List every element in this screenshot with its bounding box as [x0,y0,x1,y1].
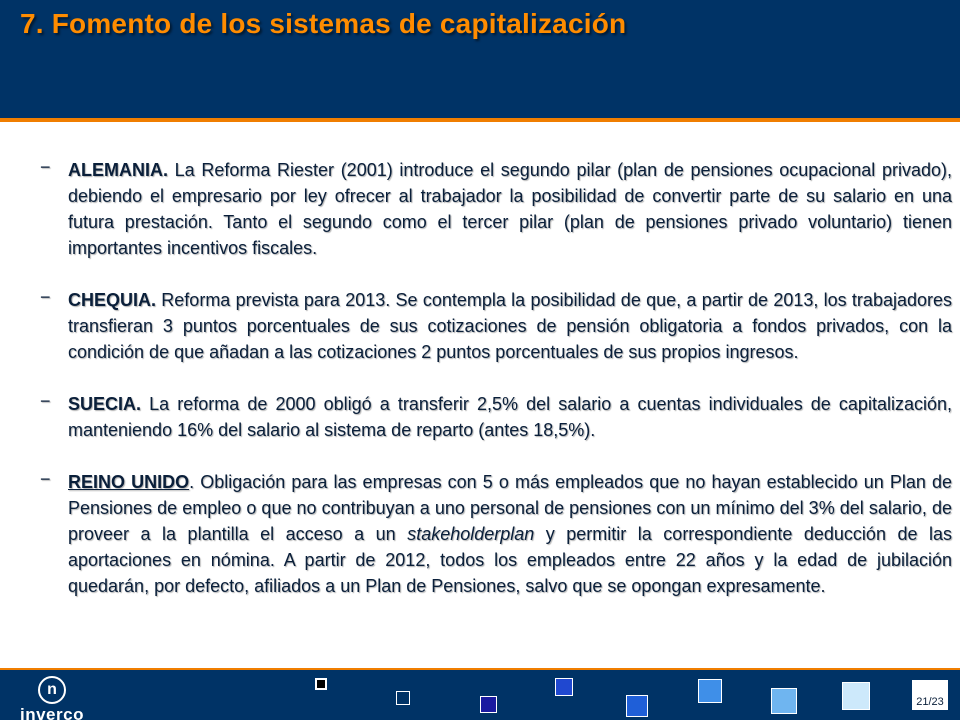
bullet-text: La reforma de 2000 obligó a transferir 2,5% del salario a cuentas individuales de capitalización, manteniendo 16% del salario al sistema de reparto (antes 18,5%). [68,394,952,440]
header-divider [0,118,960,122]
country-label: SUECIA. [68,394,142,414]
country-label: REINO UNIDO [68,472,190,492]
country-label: ALEMANIA. [68,160,168,180]
deco-square-4 [555,678,573,696]
country-label: CHEQUIA. [68,290,157,310]
deco-square-5 [626,695,648,717]
bullet-text: La Reforma Riester (2001) introduce el segundo pilar (plan de pensiones ocupacional privado), debiendo el empresario por ley ofrecer al trabajador la posibilidad de convertir parte de su salario en una futura prestación. Tanto el segundo como el tercer pilar (plan de pensiones privado voluntario) tienen importantes incentivos fiscales. [68,160,952,258]
bullet-reino-unido [40,469,952,599]
bullet-text: . Obligación para las empresas con 5 o más empleados que no hayan establecido un Plan de Pensiones de empleo o que no contribuyan a uno personal de pensiones con un mínimo del 3% del salario, de proveer a la plantilla el acceso a un [68,472,952,544]
deco-square-3 [480,696,497,713]
deco-square-2 [396,691,410,705]
dash-icon: − [40,287,51,307]
dash-icon: − [40,469,51,489]
logo-text: inverco [20,705,84,724]
deco-square-8 [842,682,870,710]
bullet-text-end: y permitir la correspondiente deducción de las aportaciones en nómina. A partir de 2012, todos los empleados entre 22 años y la edad de jubilación quedarán, por defecto, afiliados a un Plan de Pensiones, salvo que se opongan expresamente. [68,524,952,596]
logo-n-icon: n [38,676,66,704]
dash-icon: − [40,157,51,177]
deco-square-7 [771,688,797,714]
header-band [0,0,960,118]
page-title: 7. Fomento de los sistemas de capitalización [20,8,627,39]
inverco-logo [14,676,90,724]
deco-square-6 [698,679,722,703]
bullet-text: Reforma prevista para 2013. Se contempla la posibilidad de que, a partir de 2013, los trabajadores transfieran 3 puntos porcentuales de sus cotizaciones de pensión obligatoria a fondos privados, con la condición de que añadan a las cotizaciones 2 puntos porcentuales de sus propios ingresos. [68,290,952,362]
bullet-list [40,157,952,625]
bullet-alemania [40,157,952,261]
deco-square-1 [315,678,327,690]
bullet-italic-term: stakeholderplan [407,524,535,544]
bullet-chequia [40,287,952,365]
page-number: 21/23 [912,680,948,710]
bullet-suecia [40,391,952,443]
dash-icon: − [40,391,51,411]
